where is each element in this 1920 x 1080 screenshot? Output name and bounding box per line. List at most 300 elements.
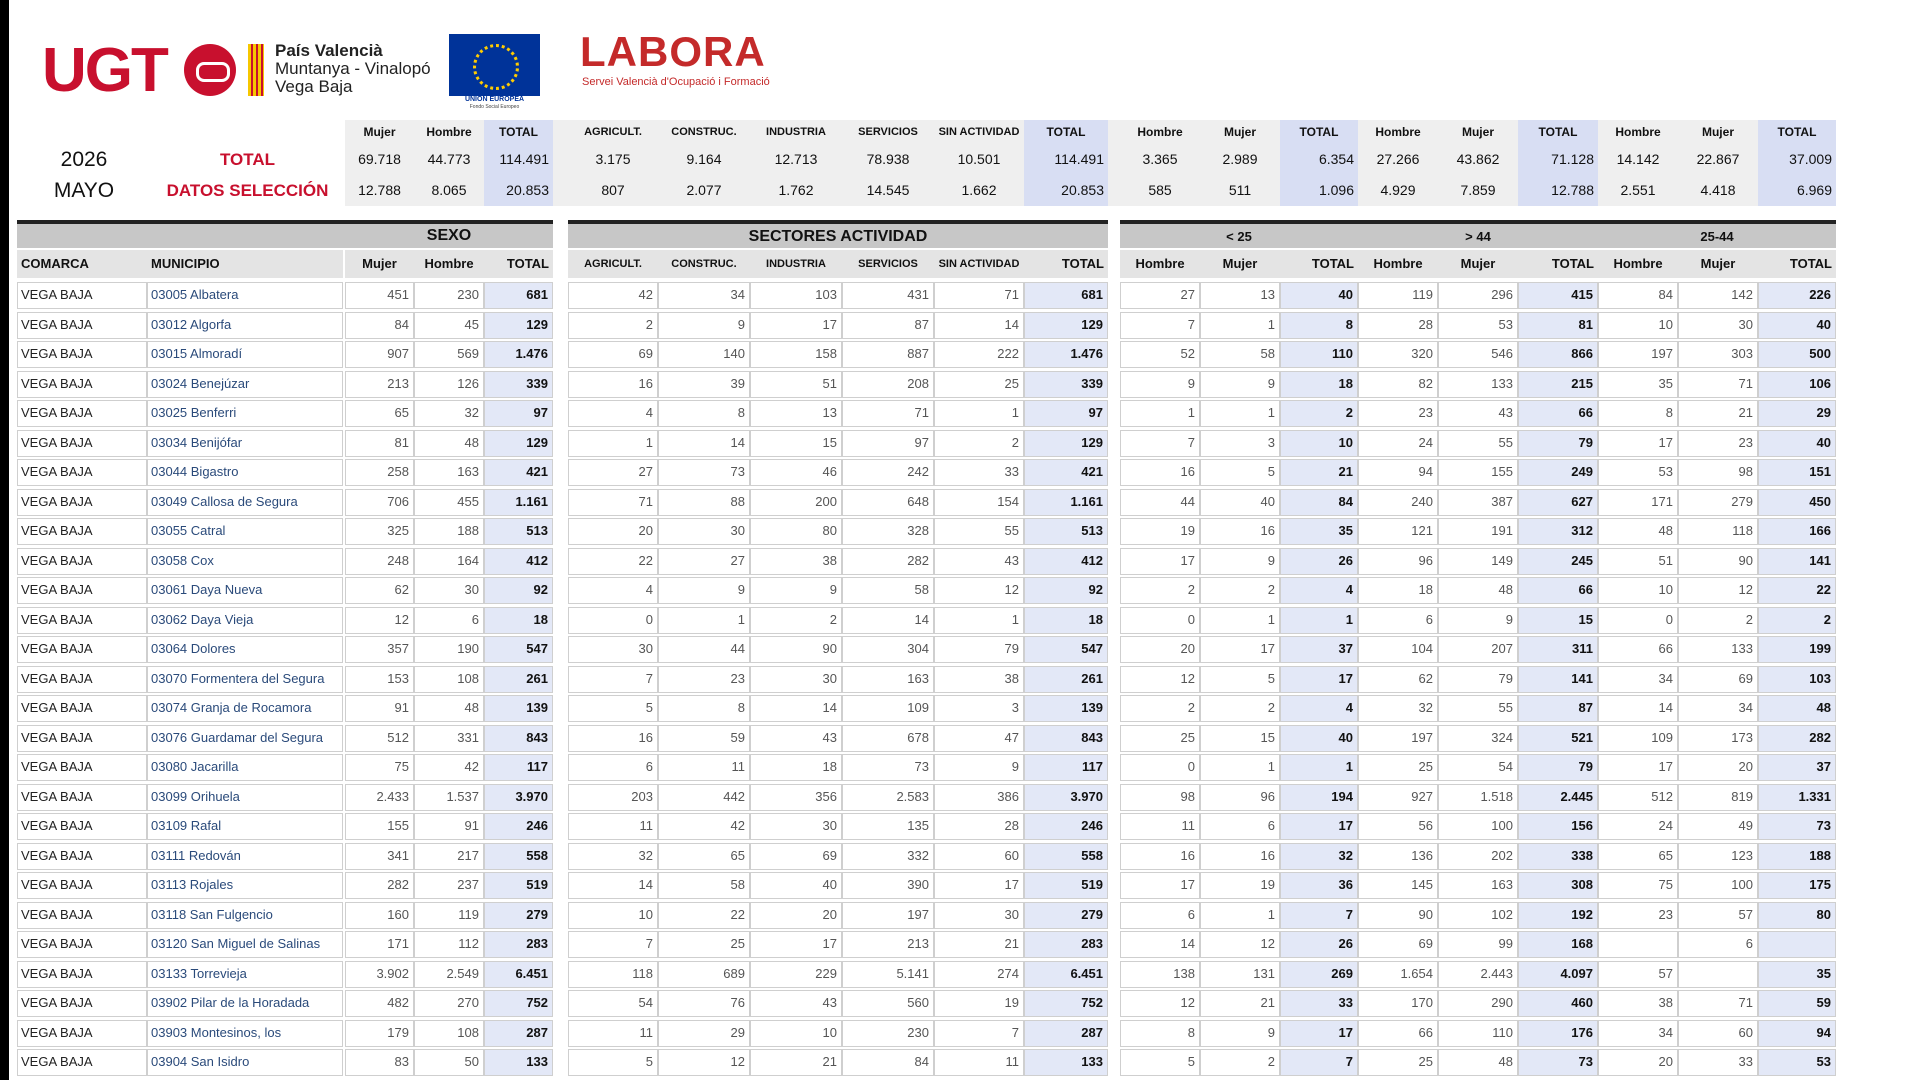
value-cell: 519 [484, 872, 553, 899]
summary-seleccion-value: 7.859 [1460, 182, 1496, 198]
comarca-cell: VEGA BAJA [17, 725, 147, 752]
municipio-cell: 03118 San Fulgencio [147, 902, 343, 929]
value-cell: 208 [842, 371, 934, 398]
value-cell: 98 [1678, 459, 1758, 486]
value-cell: 197 [1598, 341, 1678, 368]
value-cell: 17 [1120, 872, 1200, 899]
value-cell: 69 [1678, 666, 1758, 693]
value-cell: 681 [1024, 282, 1108, 309]
value-cell: 5 [1200, 666, 1280, 693]
municipio-cell: 03902 Pilar de la Horadada [147, 990, 343, 1017]
value-cell: 17 [934, 872, 1024, 899]
value-cell: 627 [1518, 489, 1598, 516]
value-cell: 269 [1280, 961, 1358, 988]
value-cell: 279 [484, 902, 553, 929]
value-cell: 34 [1678, 695, 1758, 722]
value-cell: 149 [1438, 548, 1518, 575]
summary-total-value: 22.867 [1696, 151, 1740, 167]
value-cell: 2 [750, 607, 842, 634]
value-cell: 560 [842, 990, 934, 1017]
value-cell: 37 [1280, 636, 1358, 663]
value-cell: 104 [1358, 636, 1438, 663]
comarca-cell: VEGA BAJA [17, 931, 147, 958]
value-cell: 55 [1438, 695, 1518, 722]
value-cell: 6 [1358, 607, 1438, 634]
value-cell: 1 [1280, 754, 1358, 781]
value-cell: 43 [1438, 400, 1518, 427]
value-cell: 108 [414, 666, 484, 693]
table-row [0, 487, 1831, 516]
value-cell: 2 [568, 312, 658, 339]
value-cell: 179 [345, 1020, 414, 1047]
value-cell: 44 [658, 636, 750, 663]
value-cell: 90 [750, 636, 842, 663]
value-cell: 3.970 [484, 784, 553, 811]
value-cell: 20 [1598, 1049, 1678, 1076]
value-cell: 40 [1758, 312, 1836, 339]
value-cell: 1 [568, 430, 658, 457]
table-row [0, 752, 1831, 781]
value-cell: 15 [1518, 607, 1598, 634]
value-cell: 171 [1598, 489, 1678, 516]
value-cell: 21 [750, 1049, 842, 1076]
value-cell: 8 [658, 400, 750, 427]
comarca-cell: VEGA BAJA [17, 695, 147, 722]
value-cell: 248 [345, 548, 414, 575]
value-cell: 155 [1438, 459, 1518, 486]
value-cell: 48 [414, 695, 484, 722]
value-cell: 14 [568, 872, 658, 899]
value-cell: 42 [568, 282, 658, 309]
value-cell: 48 [1758, 695, 1836, 722]
value-cell: 20 [1120, 636, 1200, 663]
value-cell: 9 [750, 577, 842, 604]
value-cell: 17 [1598, 754, 1678, 781]
comarca-cell: VEGA BAJA [17, 990, 147, 1017]
comarca-cell: VEGA BAJA [17, 312, 147, 339]
value-cell: 98 [1120, 784, 1200, 811]
value-cell: 21 [1678, 400, 1758, 427]
value-cell: 23 [1678, 430, 1758, 457]
value-cell: 5 [1120, 1049, 1200, 1076]
comarca-cell: VEGA BAJA [17, 1049, 147, 1076]
value-cell: 91 [345, 695, 414, 722]
value-cell: 2 [1200, 1049, 1280, 1076]
value-cell: 648 [842, 489, 934, 516]
section-sectores: SECTORES ACTIVIDAD [568, 220, 1108, 248]
region-line-1: País Valencià [275, 41, 383, 60]
value-cell: 99 [1438, 931, 1518, 958]
value-cell: 325 [345, 518, 414, 545]
value-cell: 131 [1200, 961, 1280, 988]
value-cell: 14 [842, 607, 934, 634]
municipio-cell: 03099 Orihuela [147, 784, 343, 811]
value-cell: 136 [1358, 843, 1438, 870]
value-cell: 14 [1598, 695, 1678, 722]
summary-seleccion-value: 14.545 [866, 182, 910, 198]
summary-seleccion-value: 4.929 [1380, 182, 1416, 198]
value-cell: 752 [1024, 990, 1108, 1017]
municipio-cell: 03055 Catral [147, 518, 343, 545]
value-cell: 2.445 [1518, 784, 1598, 811]
comarca-cell: VEGA BAJA [17, 459, 147, 486]
value-cell: 20 [568, 518, 658, 545]
value-cell: 176 [1518, 1020, 1598, 1047]
value-cell: 155 [345, 813, 414, 840]
value-cell: 1.476 [1024, 341, 1108, 368]
section-lt25: < 25 [1120, 220, 1358, 248]
value-cell: 50 [414, 1049, 484, 1076]
value-cell: 199 [1758, 636, 1836, 663]
value-cell: 25 [1358, 1049, 1438, 1076]
value-cell: 48 [414, 430, 484, 457]
municipio-cell: 03015 Almoradí [147, 341, 343, 368]
summary-seleccion-value: 12.788 [1518, 175, 1598, 206]
summary-header: Hombre [1615, 125, 1661, 139]
labora-subtitle: Servei Valencià d'Ocupació i Formació [582, 76, 770, 88]
municipio-cell: 03062 Daya Vieja [147, 607, 343, 634]
value-cell: 42 [414, 754, 484, 781]
value-cell: 103 [1758, 666, 1836, 693]
value-cell: 188 [1758, 843, 1836, 870]
value-cell: 17 [1120, 548, 1200, 575]
value-cell: 88 [658, 489, 750, 516]
value-cell: 10 [568, 902, 658, 929]
value-cell: 32 [1280, 843, 1358, 870]
value-cell: 6.451 [484, 961, 553, 988]
value-cell: 92 [1024, 577, 1108, 604]
value-cell: 133 [1438, 371, 1518, 398]
value-cell: 10 [1598, 577, 1678, 604]
value-cell: 303 [1678, 341, 1758, 368]
summary-header: SERVICIOS [858, 126, 918, 138]
value-cell: 43 [934, 548, 1024, 575]
value-cell: 97 [842, 430, 934, 457]
value-cell: 190 [414, 636, 484, 663]
value-cell: 90 [1678, 548, 1758, 575]
summary-seleccion-value: 1.662 [961, 182, 997, 198]
value-cell: 240 [1358, 489, 1438, 516]
value-cell: 1 [658, 607, 750, 634]
value-cell: 163 [414, 459, 484, 486]
value-cell: 97 [484, 400, 553, 427]
value-cell: 237 [414, 872, 484, 899]
column-header: CONSTRUC. [658, 250, 750, 278]
table-row [0, 870, 1831, 899]
value-cell: 16 [568, 725, 658, 752]
value-cell: 51 [1598, 548, 1678, 575]
summary-total-value: 44.773 [427, 151, 471, 167]
value-cell: 110 [1280, 341, 1358, 368]
table-row [0, 900, 1831, 929]
value-cell: 7 [568, 931, 658, 958]
value-cell: 5 [1200, 459, 1280, 486]
value-cell: 112 [414, 931, 484, 958]
value-cell: 296 [1438, 282, 1518, 309]
value-cell: 35 [1758, 961, 1836, 988]
table-row [0, 428, 1831, 457]
column-header: INDUSTRIA [750, 250, 842, 278]
summary-total-value: 114.491 [1024, 144, 1108, 175]
value-cell: 117 [1024, 754, 1108, 781]
value-cell: 73 [1758, 813, 1836, 840]
column-header: TOTAL [1518, 250, 1598, 278]
municipio-cell: 03064 Dolores [147, 636, 343, 663]
table-row [0, 782, 1831, 811]
value-cell: 1 [1280, 607, 1358, 634]
value-cell: 160 [345, 902, 414, 929]
value-cell: 79 [1438, 666, 1518, 693]
value-cell: 245 [1518, 548, 1598, 575]
value-cell: 12 [1120, 990, 1200, 1017]
value-cell: 1.161 [484, 489, 553, 516]
value-cell: 92 [484, 577, 553, 604]
value-cell: 386 [934, 784, 1024, 811]
column-header: TOTAL [1758, 250, 1836, 278]
value-cell: 59 [658, 725, 750, 752]
value-cell: 21 [1200, 990, 1280, 1017]
municipio-cell: 03109 Rafal [147, 813, 343, 840]
value-cell: 33 [1280, 990, 1358, 1017]
summary-header: Mujer [1461, 125, 1494, 139]
comarca-cell: VEGA BAJA [17, 577, 147, 604]
value-cell: 58 [658, 872, 750, 899]
value-cell: 84 [1598, 282, 1678, 309]
value-cell: 866 [1518, 341, 1598, 368]
value-cell: 33 [934, 459, 1024, 486]
value-cell: 1 [934, 400, 1024, 427]
municipio-cell: 03025 Benferri [147, 400, 343, 427]
value-cell: 2 [934, 430, 1024, 457]
value-cell: 66 [1518, 577, 1598, 604]
column-header: TOTAL [1024, 250, 1108, 278]
value-cell: 28 [934, 813, 1024, 840]
value-cell: 22 [568, 548, 658, 575]
value-cell [1758, 931, 1836, 958]
summary-total-value: 2.989 [1222, 151, 1258, 167]
value-cell: 108 [414, 1020, 484, 1047]
value-cell: 19 [1200, 872, 1280, 899]
value-cell: 678 [842, 725, 934, 752]
value-cell: 79 [1518, 430, 1598, 457]
value-cell: 90 [1358, 902, 1438, 929]
value-cell: 81 [345, 430, 414, 457]
summary-seleccion-value: 585 [1148, 182, 1172, 198]
value-cell: 215 [1518, 371, 1598, 398]
value-cell: 96 [1358, 548, 1438, 575]
value-cell: 8 [658, 695, 750, 722]
value-cell: 69 [750, 843, 842, 870]
value-cell: 12 [1678, 577, 1758, 604]
value-cell: 54 [568, 990, 658, 1017]
summary-header: TOTAL [1758, 120, 1836, 144]
value-cell: 442 [658, 784, 750, 811]
value-cell: 512 [345, 725, 414, 752]
value-cell: 11 [934, 1049, 1024, 1076]
summary-header: SIN ACTIVIDAD [938, 126, 1020, 138]
value-cell: 47 [934, 725, 1024, 752]
value-cell: 126 [414, 371, 484, 398]
summary-seleccion-value: 2.551 [1620, 182, 1656, 198]
value-cell: 5 [568, 695, 658, 722]
value-cell: 1.654 [1358, 961, 1438, 988]
value-cell: 4.097 [1518, 961, 1598, 988]
value-cell: 129 [484, 312, 553, 339]
table-row [0, 1047, 1831, 1076]
value-cell: 129 [1024, 430, 1108, 457]
value-cell: 97 [1024, 400, 1108, 427]
value-cell: 431 [842, 282, 934, 309]
value-cell: 6 [414, 607, 484, 634]
valencia-flag-icon [248, 44, 264, 96]
value-cell: 13 [750, 400, 842, 427]
value-cell: 1 [1200, 312, 1280, 339]
value-cell: 34 [658, 282, 750, 309]
value-cell: 32 [414, 400, 484, 427]
value-cell: 65 [345, 400, 414, 427]
value-cell: 75 [1598, 872, 1678, 899]
summary-total-value: 37.009 [1758, 144, 1836, 175]
value-cell: 2 [1758, 607, 1836, 634]
value-cell: 4 [568, 400, 658, 427]
summary-total-value: 43.862 [1456, 151, 1500, 167]
value-cell: 4 [568, 577, 658, 604]
column-header: Mujer [345, 250, 414, 278]
value-cell: 38 [1598, 990, 1678, 1017]
comarca-cell: VEGA BAJA [17, 813, 147, 840]
column-header: COMARCA [17, 250, 147, 278]
summary-total-value: 69.718 [358, 151, 401, 167]
value-cell: 9 [658, 312, 750, 339]
value-cell: 17 [1598, 430, 1678, 457]
value-cell: 282 [1758, 725, 1836, 752]
value-cell: 58 [1200, 341, 1280, 368]
value-cell: 197 [842, 902, 934, 929]
value-cell: 843 [484, 725, 553, 752]
value-cell: 69 [1358, 931, 1438, 958]
value-cell: 58 [842, 577, 934, 604]
value-cell: 118 [1678, 518, 1758, 545]
value-cell: 48 [1438, 1049, 1518, 1076]
value-cell: 156 [1518, 813, 1598, 840]
value-cell: 0 [1120, 754, 1200, 781]
value-cell: 6 [568, 754, 658, 781]
value-cell: 11 [1120, 813, 1200, 840]
value-cell: 36 [1280, 872, 1358, 899]
value-cell: 12 [658, 1049, 750, 1076]
table-row [0, 959, 1831, 988]
value-cell: 84 [345, 312, 414, 339]
eu-flag-icon [449, 34, 540, 96]
value-cell: 96 [1200, 784, 1280, 811]
value-cell: 65 [1598, 843, 1678, 870]
summary-total-value: 6.354 [1280, 144, 1358, 175]
value-cell: 133 [1678, 636, 1758, 663]
value-cell: 27 [1120, 282, 1200, 309]
region-line-3: Vega Baja [275, 77, 353, 96]
value-cell: 188 [414, 518, 484, 545]
value-cell: 30 [414, 577, 484, 604]
value-cell: 338 [1518, 843, 1598, 870]
summary-total-value: 71.128 [1518, 144, 1598, 175]
value-cell: 11 [568, 813, 658, 840]
value-cell: 558 [1024, 843, 1108, 870]
value-cell: 20 [750, 902, 842, 929]
table-row [0, 664, 1831, 693]
value-cell: 3 [1200, 430, 1280, 457]
value-cell: 1 [1120, 400, 1200, 427]
value-cell: 118 [568, 961, 658, 988]
value-cell: 39 [658, 371, 750, 398]
summary-total-value: 3.175 [595, 151, 631, 167]
value-cell: 69 [568, 341, 658, 368]
value-cell: 12 [1120, 666, 1200, 693]
value-cell: 139 [484, 695, 553, 722]
table-row [0, 457, 1831, 486]
value-cell: 79 [1518, 754, 1598, 781]
summary-total-value: 14.142 [1616, 151, 1660, 167]
value-cell: 390 [842, 872, 934, 899]
value-cell: 25 [1120, 725, 1200, 752]
value-cell: 261 [1024, 666, 1108, 693]
summary-seleccion-value: 807 [601, 182, 625, 198]
value-cell: 30 [1678, 312, 1758, 339]
value-cell: 14 [750, 695, 842, 722]
value-cell: 1 [934, 607, 1024, 634]
value-cell: 17 [1280, 666, 1358, 693]
summary-header: Mujer [1223, 125, 1256, 139]
value-cell: 135 [842, 813, 934, 840]
summary-total-value: 10.501 [957, 151, 1001, 167]
value-cell: 569 [414, 341, 484, 368]
eu-sublabel: Fondo Social Europeo [469, 104, 520, 110]
table-row [0, 1018, 1831, 1047]
value-cell: 106 [1758, 371, 1836, 398]
value-cell: 71 [1678, 990, 1758, 1017]
value-cell: 450 [1758, 489, 1836, 516]
value-cell: 141 [1518, 666, 1598, 693]
value-cell: 311 [1518, 636, 1598, 663]
value-cell: 133 [484, 1049, 553, 1076]
value-cell: 166 [1758, 518, 1836, 545]
value-cell: 76 [658, 990, 750, 1017]
value-cell: 519 [1024, 872, 1108, 899]
summary-total-label: TOTAL [219, 150, 276, 169]
value-cell: 246 [484, 813, 553, 840]
summary-selection-label: DATOS SELECCIÓN [166, 181, 329, 200]
value-cell: 33 [1678, 1049, 1758, 1076]
summary-header: Hombre [1137, 125, 1183, 139]
value-cell: 40 [1758, 430, 1836, 457]
value-cell: 16 [1120, 843, 1200, 870]
table-row [0, 575, 1831, 604]
value-cell: 482 [345, 990, 414, 1017]
value-cell: 23 [1598, 902, 1678, 929]
value-cell: 43 [750, 725, 842, 752]
region-line-2: Muntanya - Vinalopó [275, 59, 431, 78]
municipio-cell: 03903 Montesinos, los [147, 1020, 343, 1047]
comarca-cell: VEGA BAJA [17, 872, 147, 899]
summary-seleccion-value: 20.853 [484, 175, 553, 206]
ugt-logo: UGT [42, 36, 167, 105]
value-cell: 1.161 [1024, 489, 1108, 516]
table-row [0, 723, 1831, 752]
column-header: AGRICULT. [568, 250, 658, 278]
value-cell: 194 [1280, 784, 1358, 811]
comarca-cell: VEGA BAJA [17, 754, 147, 781]
value-cell: 17 [1280, 1020, 1358, 1047]
value-cell: 887 [842, 341, 934, 368]
